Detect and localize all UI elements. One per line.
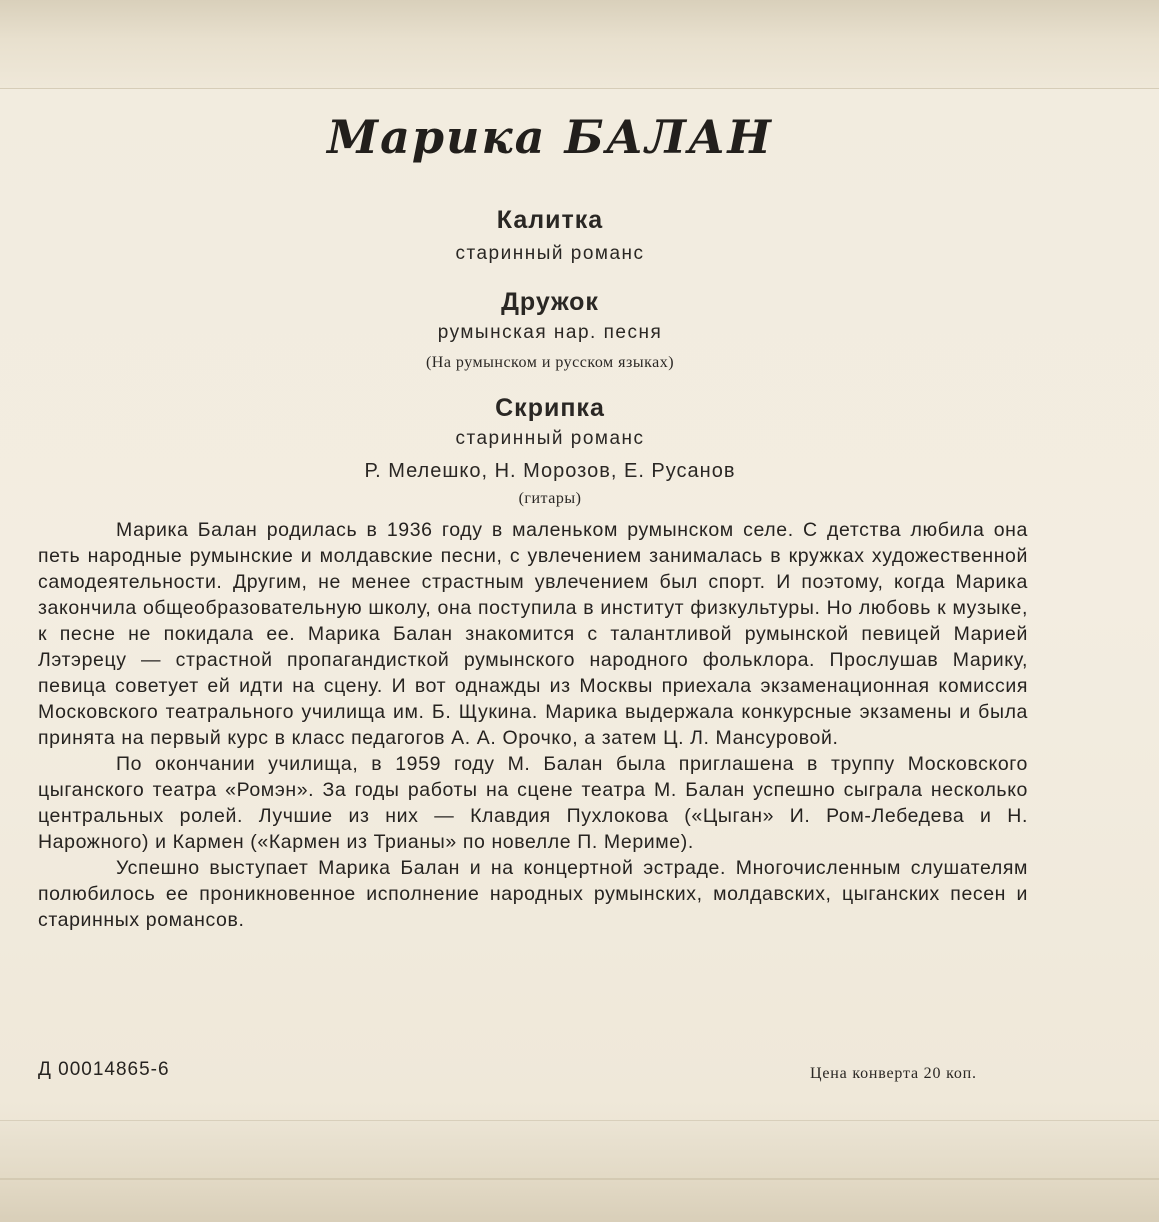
performers-note: (гитары) (518, 490, 582, 507)
catalog-number: Д 00014865-6 (38, 1059, 170, 1080)
song-title-2: Дружок (501, 288, 599, 316)
song-subtitle-1: старинный романс (455, 243, 645, 264)
song-note-2: (На румынском и русском языках) (425, 354, 675, 371)
biography (38, 517, 1028, 933)
song-subtitle-2: румынская нар. песня (437, 322, 663, 343)
artist-name: Марика БАЛАН (327, 110, 773, 164)
sleeve-price: Цена конверта 20 коп. (810, 1065, 977, 1082)
sleeve-bottom-edge (0, 1120, 1159, 1222)
song-subtitle-3: старинный романс (455, 428, 645, 449)
song-title-3: Скрипка (495, 394, 605, 422)
biography-paragraph: По окончании училища, в 1959 году М. Балан была приглашена в труппу Московского цыганского театра «Ромэн». За годы работы на сцене театра М. Балан успешно сыграла несколько центральных ролей. Лучшие из них — Клавдия Пухлокова («Цыган» И. Ром-Лебедева и Н. Нарожного) и Кармен («Кармен из Трианы» по новелле П. Мериме). (38, 753, 1028, 853)
sleeve-top-edge (0, 0, 1159, 89)
song-title-1: Калитка (496, 206, 604, 234)
performers: Р. Мелешко, Н. Морозов, Е. Русанов (364, 460, 736, 482)
biography-paragraph: Успешно выступает Марика Балан и на концертной эстраде. Многочисленным слушателям полюбилось ее проникновенное исполнение народных румынских, молдавских, цыганских песен и старинных романсов. (38, 857, 1028, 931)
biography-paragraph: Марика Балан родилась в 1936 году в маленьком румынском селе. С детства любила она петь народные румынские и молдавские песни, с увлечением занималась в кружках художественной самодеятельности. Другим, не менее страстным увлечением был спорт. И поэтому, когда Марика закончила общеобразовательную школу, она поступила в институт физкультуры. Но любовь к музыке, к песне не покидала ее. Марика Балан знакомится с талантливой румынской певицей Марией Лэтэрецу — страстной пропагандисткой румынского народного фольклора. Прослушав Марику, певица советует ей идти на сцену. И вот однажды из Москвы приехала экзаменационная комиссия Московского театрального училища им. Б. Щукина. Марика выдержала конкурсные экзамены и была принята на первый курс в класс педагогов А. А. Орочко, а затем Ц. Л. Мансуровой. (38, 519, 1028, 749)
sleeve-crease (0, 1178, 1159, 1180)
